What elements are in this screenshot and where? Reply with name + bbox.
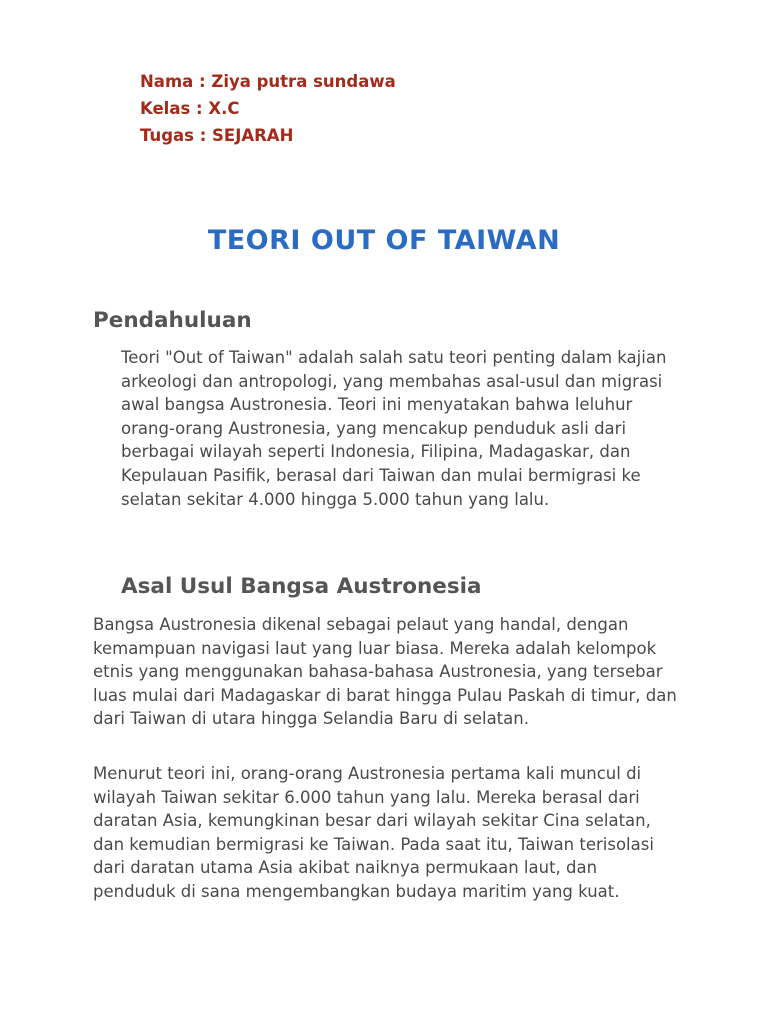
document-title: TEORI OUT OF TAIWAN bbox=[207, 225, 561, 256]
student-info bbox=[140, 68, 396, 149]
student-task: Tugas : SEJARAH bbox=[140, 126, 294, 145]
student-name: Nama : Ziya putra sundawa bbox=[140, 72, 396, 91]
section-heading-origin: Asal Usul Bangsa Austronesia bbox=[121, 574, 482, 599]
section-heading-intro: Pendahuluan bbox=[93, 308, 252, 333]
origin-paragraph-1: Bangsa Austronesia dikenal sebagai pelaut yang handal, dengan kemampuan navigasi laut yang luar biasa. Mereka adalah kelompok etnis yang menggunakan bahasa-bahasa Austronesia, yang tersebar luas mulai dari Madagaskar di barat hingga Pulau Paskah di timur, dan dari Taiwan di utara hingga Selandia Baru di selatan. bbox=[93, 615, 677, 729]
origin-paragraph-2: Menurut teori ini, orang-orang Austronesia pertama kali muncul di wilayah Taiwan sekitar 6.000 tahun yang lalu. Mereka berasal dari daratan Asia, kemungkinan besar dari wilayah sekitar Cina selatan, dan kemudian bermigrasi ke Taiwan. Pada saat itu, Taiwan terisolasi dari daratan utama Asia akibat naiknya permukaan laut, dan penduduk di sana mengembangkan budaya maritim yang kuat. bbox=[93, 764, 654, 901]
student-class: Kelas : X.C bbox=[140, 99, 240, 118]
intro-paragraph: Teori "Out of Taiwan" adalah salah satu teori penting dalam kajian arkeologi dan antropologi, yang membahas asal-usul dan migrasi awal bangsa Austronesia. Teori ini menyatakan bahwa leluhur orang-orang Austronesia, yang mencakup penduduk asli dari berbagai wilayah seperti Indonesia, Filipina, Madagaskar, dan Kepulauan Pasifik, berasal dari Taiwan dan mulai bermigrasi ke selatan sekitar 4.000 hingga 5.000 tahun yang lalu. bbox=[121, 348, 667, 509]
